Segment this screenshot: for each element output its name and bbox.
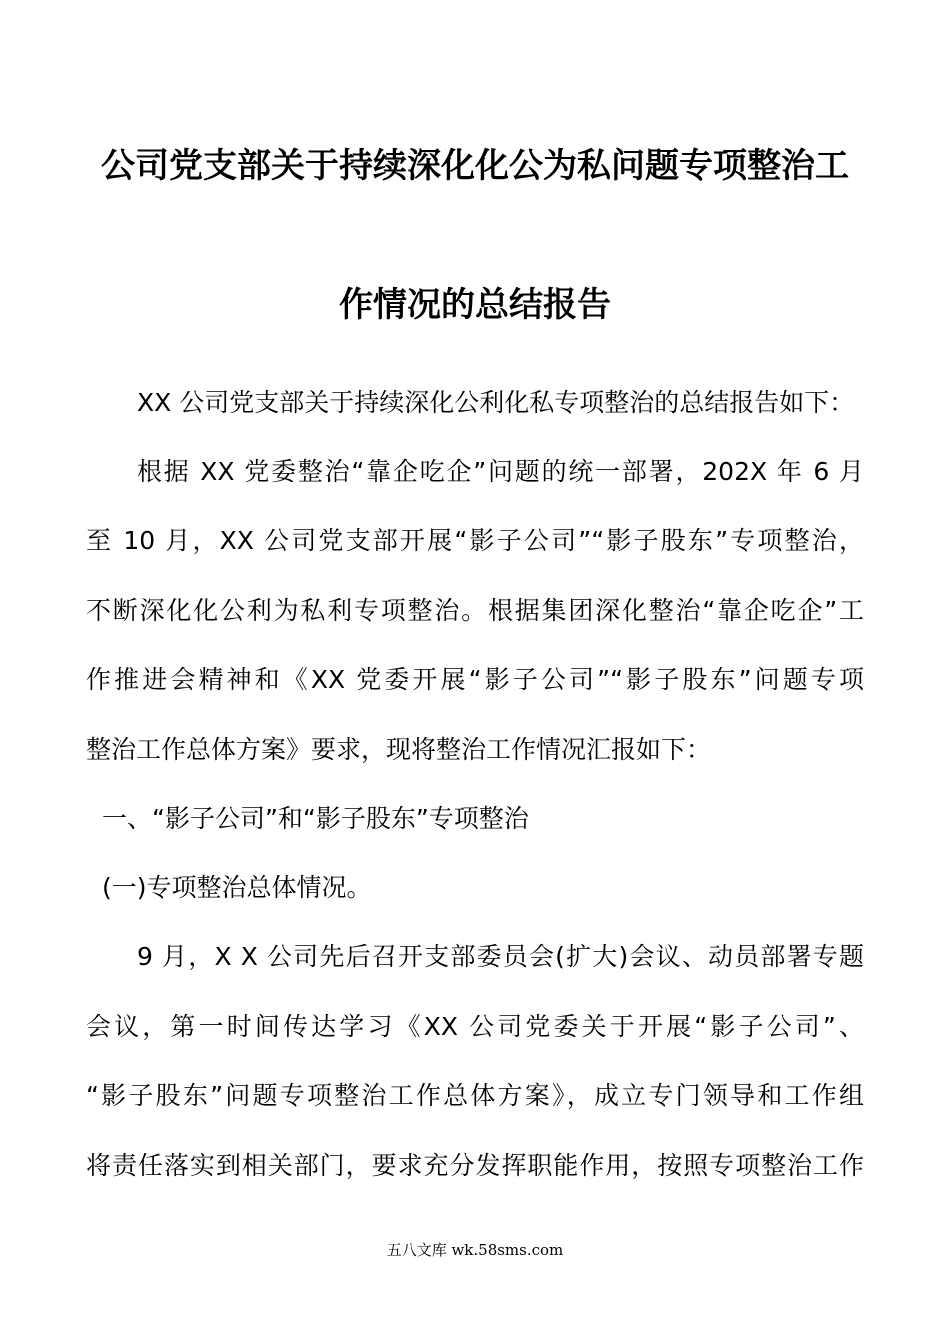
paragraph-intro: XX 公司党支部关于持续深化公利化私专项整治的总结报告如下： — [137, 388, 855, 417]
document-title-line-2: 作情况的总结报告 — [339, 285, 611, 325]
paragraph-line: 至 10 月，XX 公司党支部开展“影子公司”“影子股东”专项整治， — [86, 526, 864, 555]
document-title-line-1: 公司党支部关于持续深化化公为私问题专项整治工 — [101, 146, 849, 186]
subsection-heading: (一)专项整治总体情况。 — [102, 873, 372, 902]
section-heading: 一、“影子公司”和“影子股东”专项整治 — [102, 804, 529, 833]
paragraph-line: 会议，第一时间传达学习《XX 公司党委关于开展“影子公司”、 — [86, 1012, 864, 1041]
paragraph-line: 不断深化化公利为私利专项整治。根据集团深化整治“靠企吃企”工 — [86, 596, 864, 625]
page-footer: 五八文库 wk.58sms.com — [386, 1241, 564, 1259]
paragraph-line: 将责任落实到相关部门，要求充分发挥职能作用，按照专项整治工作 — [86, 1151, 864, 1180]
paragraph-line: 9 月，X X 公司先后召开支部委员会(扩大)会议、动员部署专题 — [137, 942, 864, 971]
paragraph-line: 根据 XX 党委整治“靠企吃企”问题的统一部署，202X 年 6 月 — [137, 457, 864, 486]
paragraph-line: 整治工作总体方案》要求，现将整治工作情况汇报如下： — [86, 735, 712, 764]
paragraph-line: “影子股东”问题专项整治工作总体方案》，成立专门领导和工作组 — [86, 1081, 864, 1110]
paragraph-line: 作推进会精神和《XX 党委开展“影子公司”“影子股东”问题专项 — [86, 665, 864, 694]
